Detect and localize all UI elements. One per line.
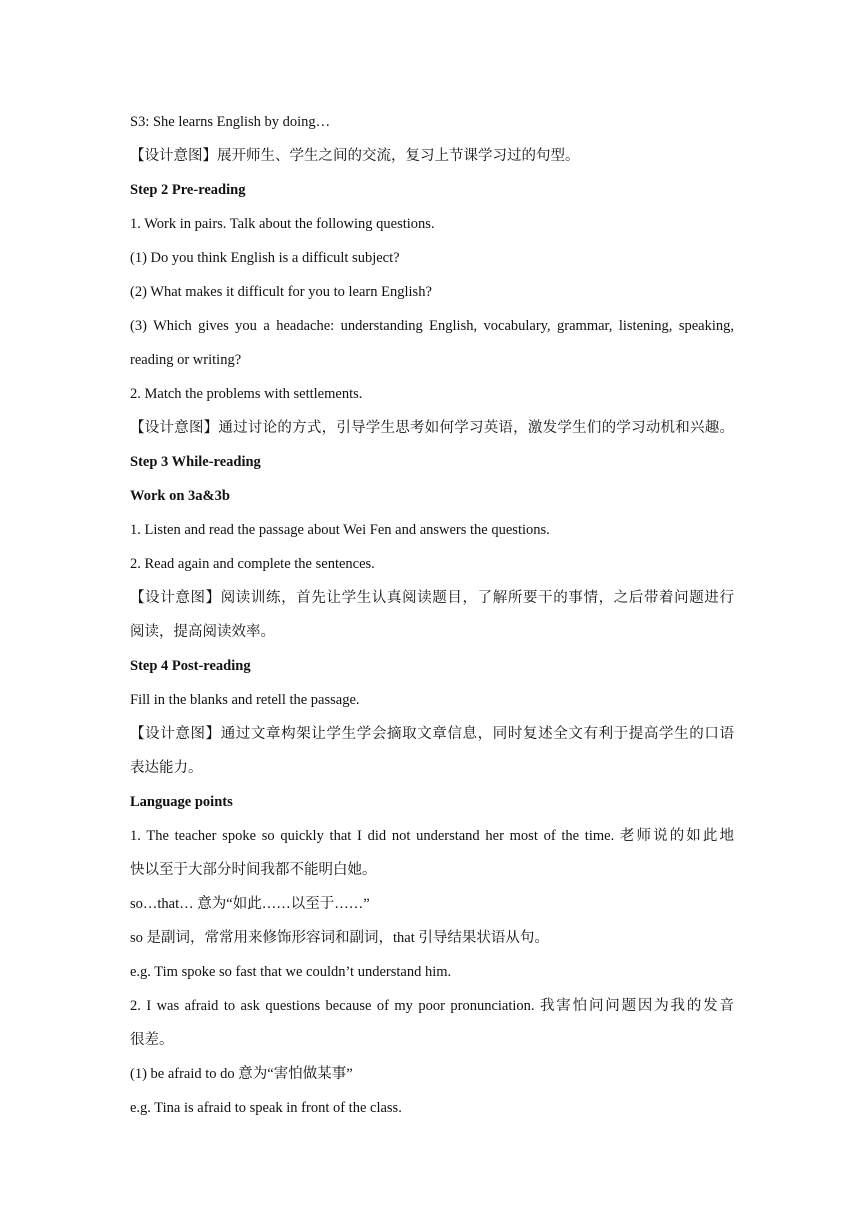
example-sentence: e.g. Tim spoke so fast that we couldn’t understand him. [130, 964, 452, 980]
dialogue-line-s3: S3: She learns English by doing… [130, 114, 331, 130]
language-point-continued: 很差。 [130, 1032, 174, 1048]
design-intent-note: 【设计意图】通过讨论的方式，引导学生思考如何学习英语，激发学生们的学习动机和兴趣。 [130, 420, 734, 436]
activity-item: 2. Match the problems with settlements. [130, 386, 363, 402]
document-body [130, 105, 734, 1125]
step-heading: Step 4 Post-reading [130, 658, 251, 674]
question-item-continued: reading or writing? [130, 352, 242, 368]
activity-item: 1. Listen and read the passage about Wei Fen and answers the questions. [130, 522, 550, 538]
grammar-explanation: so 是副词，常常用来修饰形容词和副词，that 引导结果状语从句。 [130, 930, 549, 946]
example-sentence: e.g. Tina is afraid to speak in front of the class. [130, 1100, 402, 1116]
question-item: (1) Do you think English is a difficult subject? [130, 250, 400, 266]
question-item: (2) What makes it difficult for you to learn English? [130, 284, 432, 300]
design-intent-note: 【设计意图】展开师生、学生之间的交流，复习上节课学习过的句型。 [130, 148, 580, 164]
grammar-explanation: (1) be afraid to do 意为“害怕做某事” [130, 1066, 353, 1082]
step-heading: Step 3 While-reading [130, 454, 261, 470]
design-intent-note: 【设计意图】阅读训练，首先让学生认真阅读题目，了解所要干的事情，之后带着问题进行 [130, 590, 734, 606]
design-intent-note: 【设计意图】通过文章构架让学生学会摘取文章信息，同时复述全文有利于提高学生的口语 [130, 726, 734, 742]
language-point-continued: 快以至于大部分时间我都不能明白她。 [130, 862, 377, 878]
activity-item: 1. Work in pairs. Talk about the following questions. [130, 216, 435, 232]
language-point: 2. I was afraid to ask questions because of my poor pronunciation. 我害怕问问题因为我的发音 [130, 998, 734, 1014]
design-intent-note-continued: 阅读，提高阅读效率。 [130, 624, 275, 640]
activity-item: Fill in the blanks and retell the passage. [130, 692, 360, 708]
question-item: (3) Which gives you a headache: understanding English, vocabulary, grammar, listening, speaking, [130, 318, 734, 334]
grammar-explanation: so…that… 意为“如此……以至于……” [130, 896, 370, 912]
subheading: Work on 3a&3b [130, 488, 230, 504]
design-intent-note-continued: 表达能力。 [130, 760, 203, 776]
activity-item: 2. Read again and complete the sentences. [130, 556, 375, 572]
section-heading: Language points [130, 794, 233, 810]
step-heading: Step 2 Pre-reading [130, 182, 246, 198]
language-point: 1. The teacher spoke so quickly that I did not understand her most of the time. 老师说的如此地 [130, 828, 734, 844]
